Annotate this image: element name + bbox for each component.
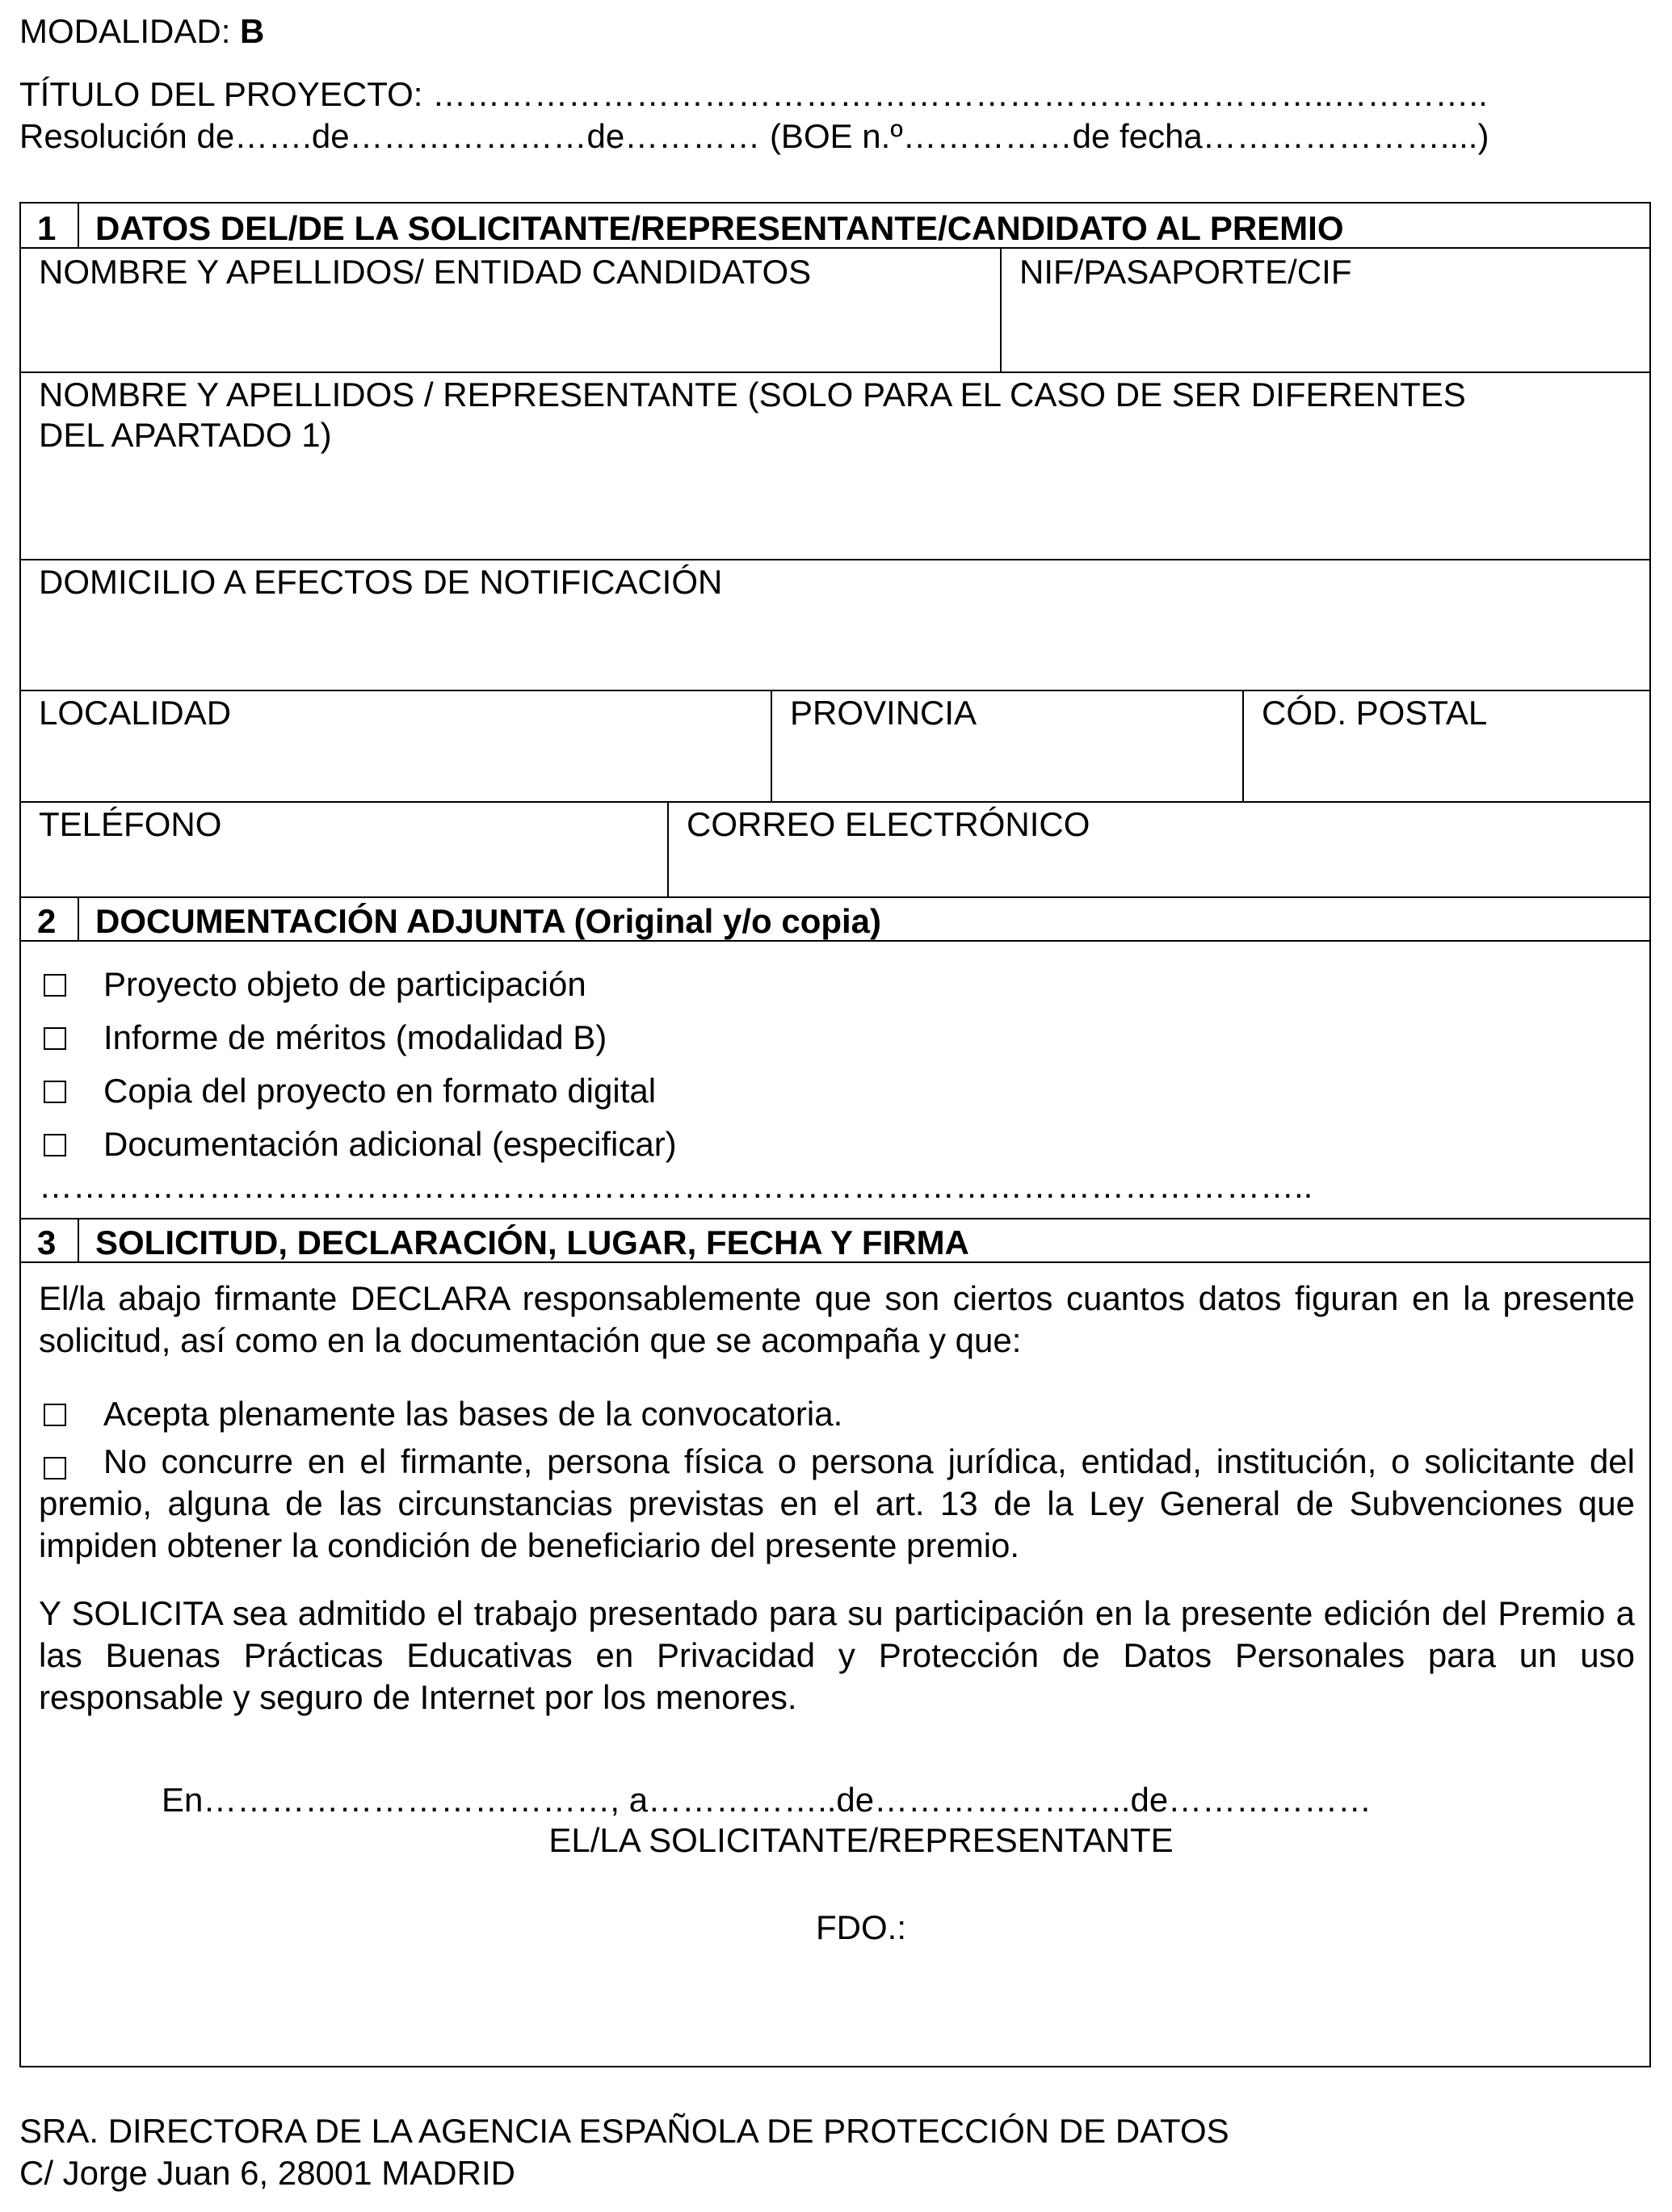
attachment-item: Documentación adicional (especificar) <box>103 1125 677 1163</box>
section-2-number: 2 <box>37 902 57 940</box>
no-concurrence-label: No concurre en el firmante, persona física o persona jurídica, entidad, institución, o solicitante del premio, alguna de las circunstancias previstas en el art. 13 de la Ley General de Subvenciones que impiden obtener la condición de beneficiario del presente premio. <box>39 1442 1635 1564</box>
checkbox-merits-report[interactable] <box>44 1027 66 1050</box>
addressee: SRA. DIRECTORA DE LA AGENCIA ESPAÑOLA DE PROTECCIÓN DE DATOS <box>19 2112 1229 2150</box>
divider <box>21 896 1649 898</box>
phone-field[interactable]: TELÉFONO <box>39 805 222 843</box>
divider <box>771 690 772 801</box>
divider <box>78 204 79 247</box>
email-field[interactable]: CORREO ELECTRÓNICO <box>687 805 1090 843</box>
address-field[interactable]: DOMICILIO A EFECTOS DE NOTIFICACIÓN <box>39 563 723 601</box>
modalidad-line <box>19 11 264 52</box>
divider <box>21 371 1649 373</box>
address: C/ Jorge Juan 6, 28001 MADRID <box>19 2154 515 2192</box>
signature-field[interactable]: FDO.: <box>816 1908 906 1946</box>
application-form-table <box>19 202 1651 2067</box>
divider <box>21 940 1649 942</box>
resolution-line: Resolución de…….de…………………de………… (BOE n.º……………de fecha…………………....) <box>19 117 1489 155</box>
nif-field[interactable]: NIF/PASAPORTE/CIF <box>1019 253 1352 291</box>
modalidad-label: MODALIDAD: <box>19 12 231 50</box>
checkbox-project[interactable] <box>44 974 66 997</box>
divider <box>21 801 1649 803</box>
section-3-number: 3 <box>37 1224 57 1261</box>
divider <box>78 896 79 940</box>
representative-label-line-1: NOMBRE Y APELLIDOS / REPRESENTANTE (SOLO PARA EL CASO DE SER DIFERENTES <box>39 376 1466 413</box>
accept-rules-label: Acepta plenamente las bases de la convocatoria. <box>103 1395 843 1433</box>
divider <box>667 801 669 896</box>
representative-label-line-2: DEL APARTADO 1) <box>39 416 332 455</box>
attachment-item: Proyecto objeto de participación <box>103 965 586 1003</box>
project-title-line: TÍTULO DEL PROYECTO: ……………………………………………………………………..………….. <box>19 75 1488 113</box>
attachment-item: Copia del proyecto en formato digital <box>103 1072 657 1110</box>
divider <box>21 559 1649 560</box>
additional-docs-dots[interactable]: ………………………………………………………………………………………………….. <box>39 1167 1313 1205</box>
declaration-text: El/la abajo firmante DECLARA responsablemente que son ciertos cuantos datos figuran en la presente solicitud, así como en la documentación que se acompaña y que: <box>39 1279 1635 1359</box>
signer-label: EL/LA SOLICITANTE/REPRESENTANTE <box>548 1821 1174 1859</box>
request-text: Y SOLICITA sea admitido el trabajo presentado para su participación en la presente edición del Premio a las Buenas Prácticas Educativas en Privacidad y Protección de Datos Personales para un uso responsable y seguro de Internet por los menores. <box>39 1594 1635 1716</box>
name-entity-field[interactable]: NOMBRE Y APELLIDOS/ ENTIDAD CANDIDATOS <box>39 253 812 291</box>
attachment-item: Informe de méritos (modalidad B) <box>103 1018 607 1056</box>
section-3-title: SOLICITUD, DECLARACIÓN, LUGAR, FECHA Y FIRMA <box>95 1224 969 1261</box>
place-date-line[interactable]: En………………………………, a……………..de…………………..de……………… <box>162 1781 1372 1819</box>
checkbox-accept-rules[interactable] <box>44 1404 66 1426</box>
section-1-title: DATOS DEL/DE LA SOLICITANTE/REPRESENTANTE/CANDIDATO AL PREMIO <box>95 209 1344 247</box>
locality-field[interactable]: LOCALIDAD <box>39 694 232 732</box>
divider <box>78 1218 79 1261</box>
divider <box>21 1218 1649 1219</box>
divider <box>21 247 1649 249</box>
province-field[interactable]: PROVINCIA <box>790 694 977 732</box>
modalidad-value: B <box>240 12 265 50</box>
representative-field[interactable] <box>39 375 1466 456</box>
section-2-title: DOCUMENTACIÓN ADJUNTA (Original y/o copia) <box>95 902 882 940</box>
postal-code-field[interactable]: CÓD. POSTAL <box>1262 694 1488 732</box>
checkbox-digital-copy[interactable] <box>44 1081 66 1103</box>
section-1-number: 1 <box>37 209 57 247</box>
checkbox-additional-docs[interactable] <box>44 1134 66 1156</box>
divider <box>21 1261 1649 1263</box>
divider <box>1242 690 1244 801</box>
divider <box>21 690 1649 691</box>
divider <box>1000 247 1002 371</box>
